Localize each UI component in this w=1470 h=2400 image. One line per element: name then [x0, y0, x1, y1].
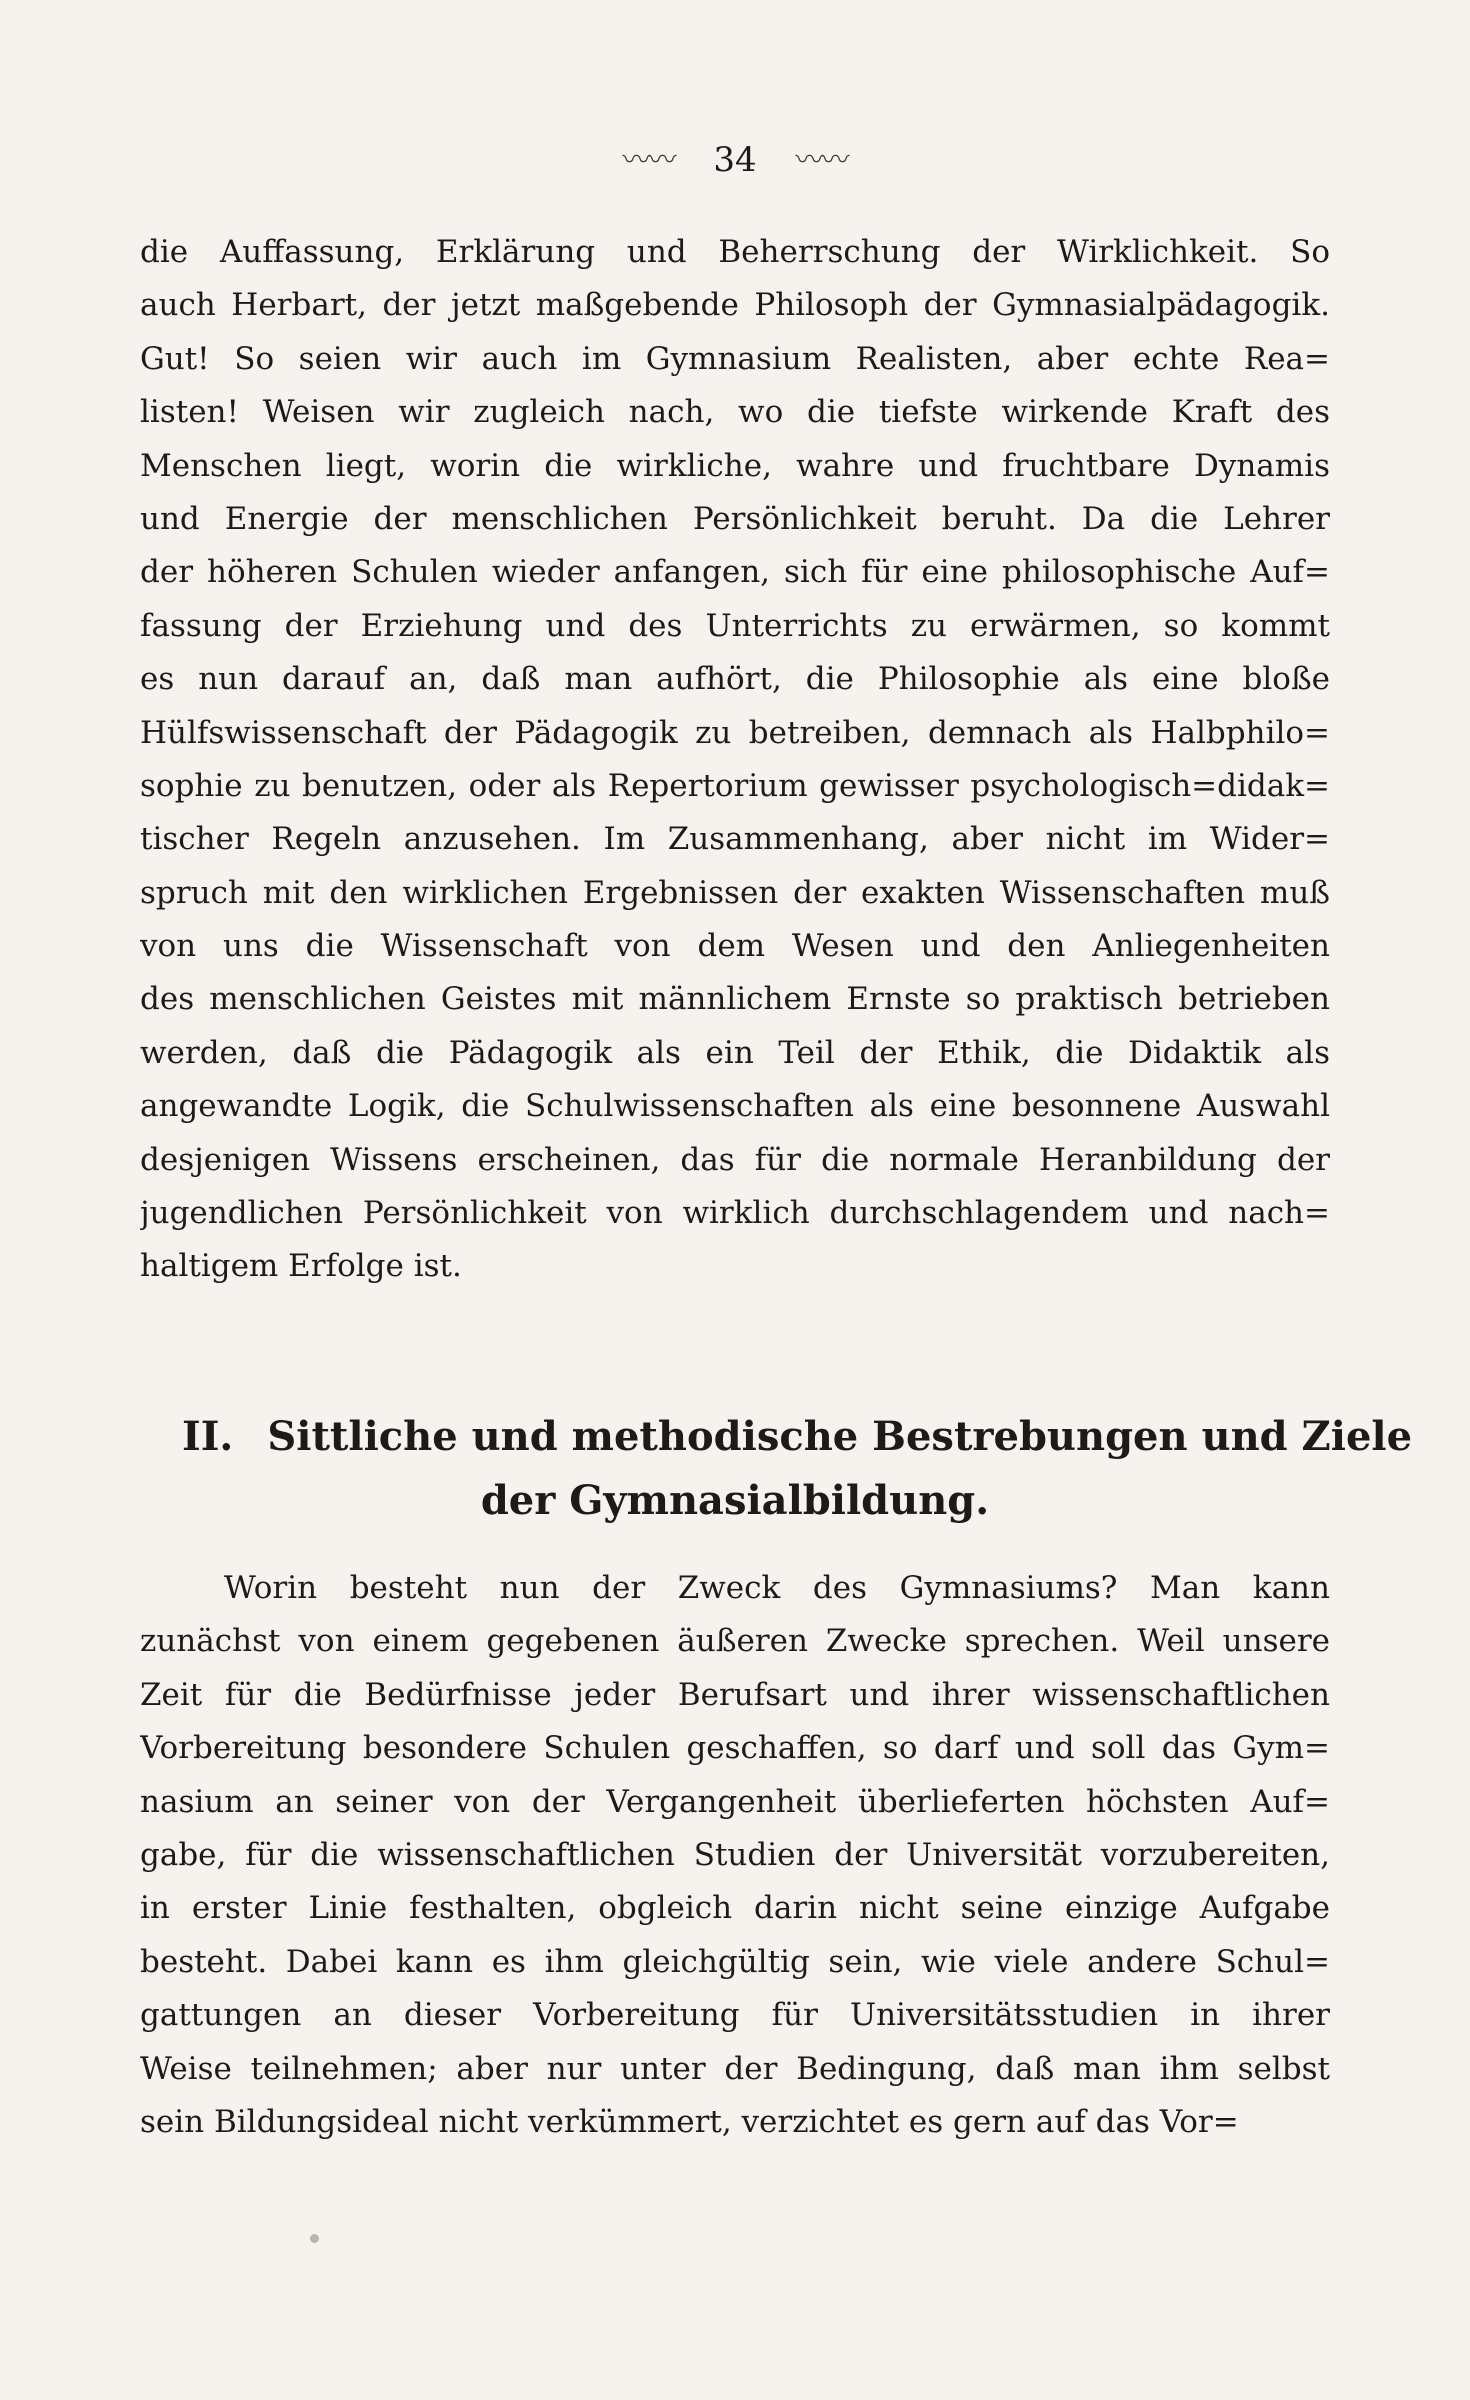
text-line: sein Bildungsideal nicht verkümmert, verzichtet es gern auf das Vor= — [140, 2103, 1239, 2140]
text-line: der höheren Schulen wieder anfangen, sich für eine philosophische Auf= — [140, 554, 1330, 591]
text-line: Weise teilnehmen; aber nur unter der Bedingung, daß man ihm selbst — [140, 2050, 1330, 2087]
text-line: in erster Linie festhalten, obgleich darin nicht seine einzige Aufgabe — [140, 1890, 1330, 1927]
text-line: Menschen liegt, worin die wirkliche, wahre und fruchtbare Dynamis — [140, 447, 1330, 484]
text-line: Gut! So seien wir auch im Gymnasium Realisten, aber echte Rea= — [140, 340, 1330, 377]
page-number: 34 — [713, 140, 757, 180]
text-line: und Energie der menschlichen Persönlichkeit beruht. Da die Lehrer — [140, 500, 1330, 537]
text-line: die Auffassung, Erklärung und Beherrschung der Wirklichkeit. So — [140, 234, 1330, 270]
section-heading-line-1 — [140, 1405, 1413, 1469]
text-line: jugendlichen Persönlichkeit von wirklich durchschlagendem und nach= — [140, 1195, 1330, 1232]
page-header — [0, 138, 1470, 180]
text-line: gattungen an dieser Vorbereitung für Universitätsstudien in ihrer — [140, 1997, 1330, 2034]
ornament-left: 〰〰 — [622, 143, 675, 176]
text-line: spruch mit den wirklichen Ergebnissen der exakten Wissenschaften muß — [140, 874, 1330, 911]
section-heading — [140, 1405, 1413, 1533]
text-line: auch Herbart, der jetzt maßgebende Philosoph der Gymnasialpädagogik. — [140, 287, 1330, 324]
text-line: fassung der Erziehung und des Unterrichts zu erwärmen, so kommt — [140, 607, 1330, 644]
section-title-line-2: der Gymnasialbildung. — [480, 1477, 990, 1524]
text-line: desjenigen Wissens erscheinen, das für die normale Heranbildung der — [140, 1141, 1330, 1178]
text-line: listen! Weisen wir zugleich nach, wo die tiefste wirkende Kraft des — [140, 394, 1330, 431]
text-line: nasium an seiner von der Vergangenheit überlieferten höchsten Auf= — [140, 1783, 1330, 1820]
text-line: tischer Regeln anzusehen. Im Zusammenhang, aber nicht im Wider= — [140, 821, 1330, 858]
text-line: haltigem Erfolge ist. — [140, 1248, 462, 1285]
section-numeral: II. — [182, 1413, 234, 1460]
text-line: Worin besteht nun der Zweck des Gymnasiums? Man kann — [224, 1570, 1330, 1606]
paragraph-continued — [140, 226, 1330, 1294]
text-line: Zeit für die Bedürfnisse jeder Berufsart und ihrer wissenschaftlichen — [140, 1676, 1330, 1713]
ornament-right: 〰〰 — [795, 143, 848, 176]
text-line: besteht. Dabei kann es ihm gleichgültig sein, wie viele andere Schul= — [140, 1943, 1330, 1980]
text-line: gabe, für die wissenschaftlichen Studien der Universität vorzubereiten, — [140, 1836, 1330, 1873]
text-line: werden, daß die Pädagogik als ein Teil der Ethik, die Didaktik als — [140, 1034, 1330, 1071]
section-title-line-1: Sittliche und methodische Bestrebungen und Ziele — [267, 1413, 1413, 1460]
text-line: von uns die Wissenschaft von dem Wesen und den Anliegenheiten — [140, 928, 1330, 965]
text-line: sophie zu benutzen, oder als Repertorium gewisser psychologisch=didak= — [140, 767, 1330, 804]
text-line: Hülfswissenschaft der Pädagogik zu betreiben, demnach als Halbphilo= — [140, 714, 1330, 751]
paragraph-section-two — [140, 1562, 1330, 2149]
text-line: zunächst von einem gegebenen äußeren Zwecke sprechen. Weil unsere — [140, 1623, 1330, 1660]
paper-speck — [310, 2234, 319, 2243]
text-line: angewandte Logik, die Schulwissenschaften als eine besonnene Auswahl — [140, 1088, 1330, 1125]
text-line: Vorbereitung besondere Schulen geschaffen, so darf und soll das Gym= — [140, 1730, 1330, 1767]
text-line: des menschlichen Geistes mit männlichem Ernste so praktisch betrieben — [140, 981, 1330, 1018]
text-line: es nun darauf an, daß man aufhört, die Philosophie als eine bloße — [140, 661, 1330, 698]
